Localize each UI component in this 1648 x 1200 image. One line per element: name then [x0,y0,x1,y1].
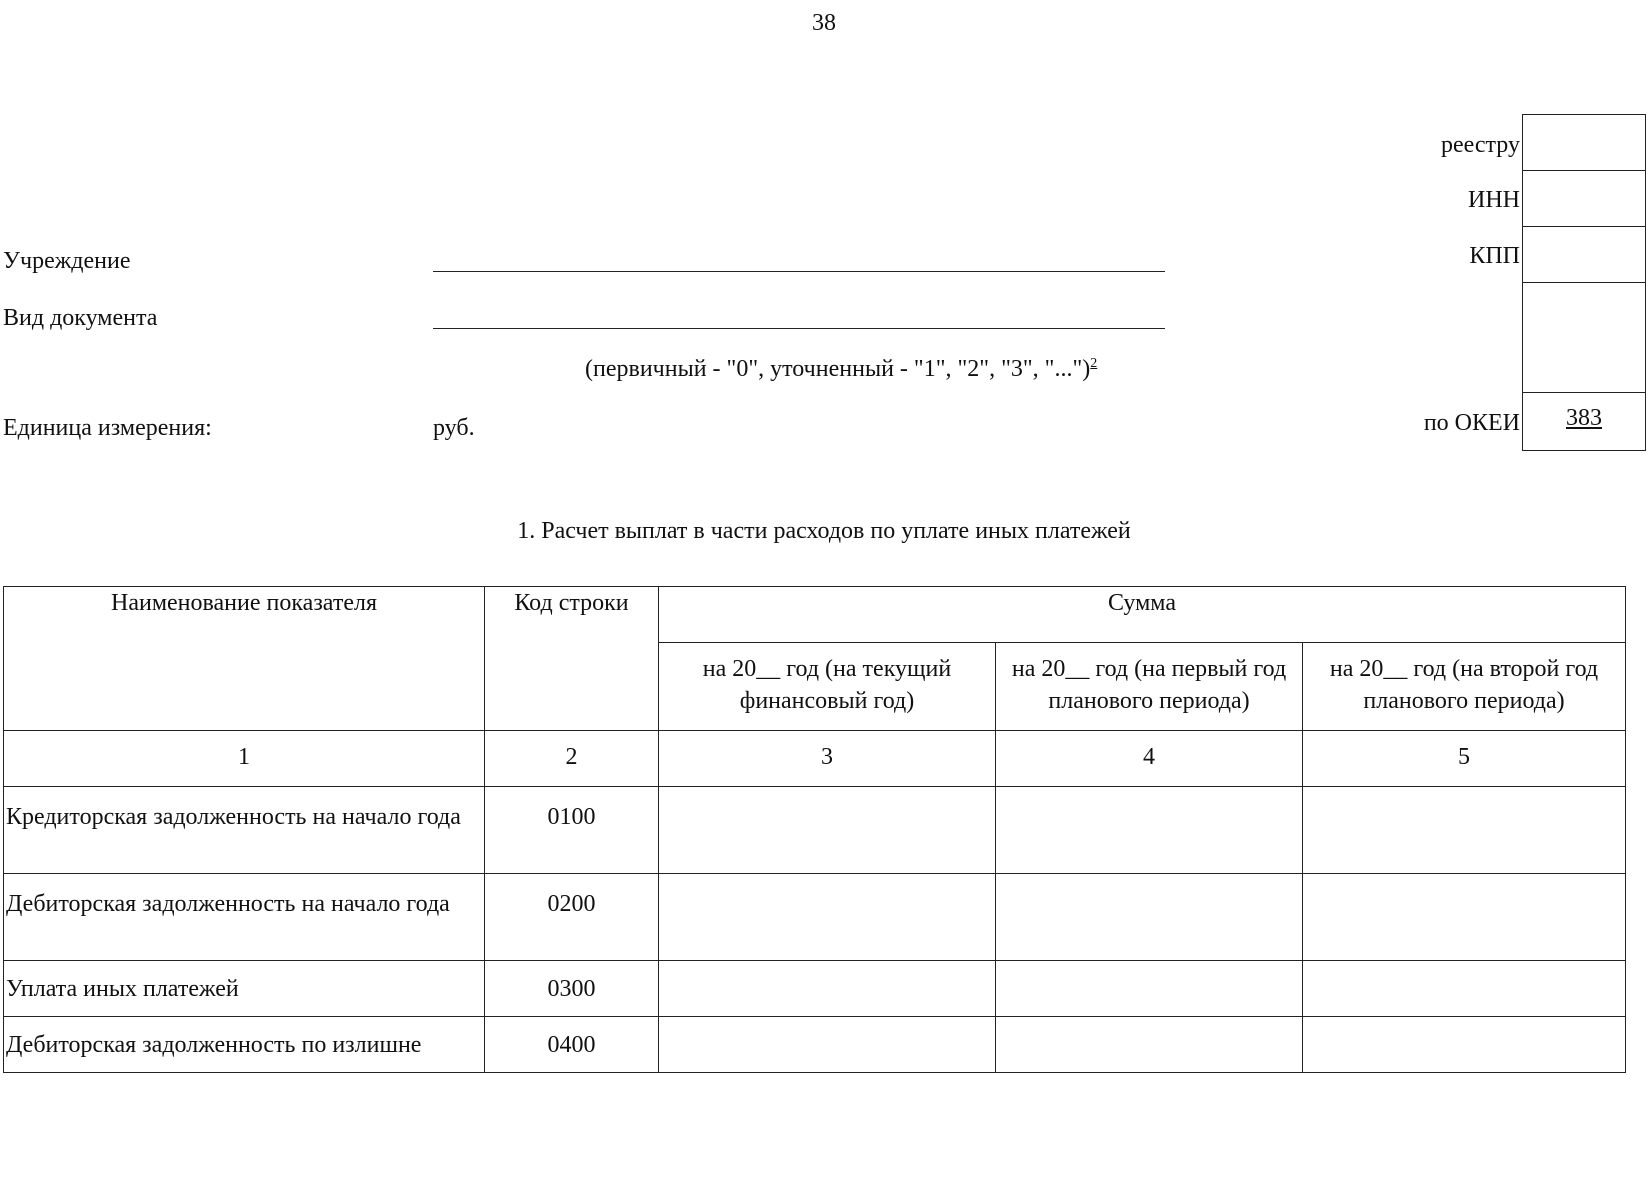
registry-label: реестру [1440,132,1520,158]
header-code: Код строки [485,587,659,731]
kpp-label: КПП [1469,243,1520,269]
inn-label: ИНН [1468,187,1520,213]
row-code: 0300 [485,961,659,1017]
col-number-5: 5 [1303,731,1626,787]
col-number-4: 4 [996,731,1303,787]
doc-type-cell[interactable] [1523,283,1645,393]
row-value-second[interactable] [1303,1017,1626,1073]
row-value-first[interactable] [996,1017,1303,1073]
row-value-current[interactable] [659,961,996,1017]
doc-type-field-line[interactable] [433,328,1165,329]
okei-label: по ОКЕИ [1423,410,1520,436]
institution-field-line[interactable] [433,271,1165,272]
table-row [4,787,1626,874]
table-row [4,1017,1626,1073]
row-value-second[interactable] [1303,874,1626,961]
row-value-first[interactable] [996,874,1303,961]
row-value-second[interactable] [1303,961,1626,1017]
header-name: Наименование показателя [4,587,485,731]
kpp-cell[interactable] [1523,227,1645,283]
footnote-mark: 2 [1090,356,1098,371]
inn-cell[interactable] [1523,171,1645,227]
row-name: Дебиторская задолженность на начало года [4,874,485,961]
header-year-first: на 20__ год (на первый год планового периода) [996,643,1303,731]
unit-label: Единица измерения: [3,415,212,441]
row-value-first[interactable] [996,961,1303,1017]
header-year-current: на 20__ год (на текущий финансовый год) [659,643,996,731]
section-title: 1. Расчет выплат в части расходов по уплате иных платежей [517,518,1131,544]
okei-value: 383 [1566,405,1602,431]
doc-type-note: (первичный - "0", уточненный - "1", "2", "3", "...")$^2$ [585,356,1098,382]
registry-cell[interactable] [1523,115,1645,171]
header-sum: Сумма [659,587,1626,643]
table-row [4,961,1626,1017]
row-value-first[interactable] [996,787,1303,874]
okei-cell [1523,405,1645,445]
row-code: 0400 [485,1017,659,1073]
col-number-1: 1 [4,731,485,787]
page-number: 38 [812,10,836,36]
col-number-3: 3 [659,731,996,787]
row-name: Уплата иных платежей [4,961,485,1017]
payments-table [3,586,1626,1073]
row-code: 0200 [485,874,659,961]
row-value-second[interactable] [1303,787,1626,874]
doc-type-label: Вид документа [3,305,158,331]
codes-box [1522,114,1646,451]
row-name: Кредиторская задолженность на начало года [4,787,485,874]
row-value-current[interactable] [659,874,996,961]
row-value-current[interactable] [659,787,996,874]
header-year-second: на 20__ год (на второй год планового периода) [1303,643,1626,731]
col-number-2: 2 [485,731,659,787]
unit-value: руб. [433,415,475,441]
row-value-current[interactable] [659,1017,996,1073]
table-row [4,874,1626,961]
row-code: 0100 [485,787,659,874]
institution-label: Учреждение [3,248,131,274]
row-name: Дебиторская задолженность по излишне [4,1017,485,1073]
